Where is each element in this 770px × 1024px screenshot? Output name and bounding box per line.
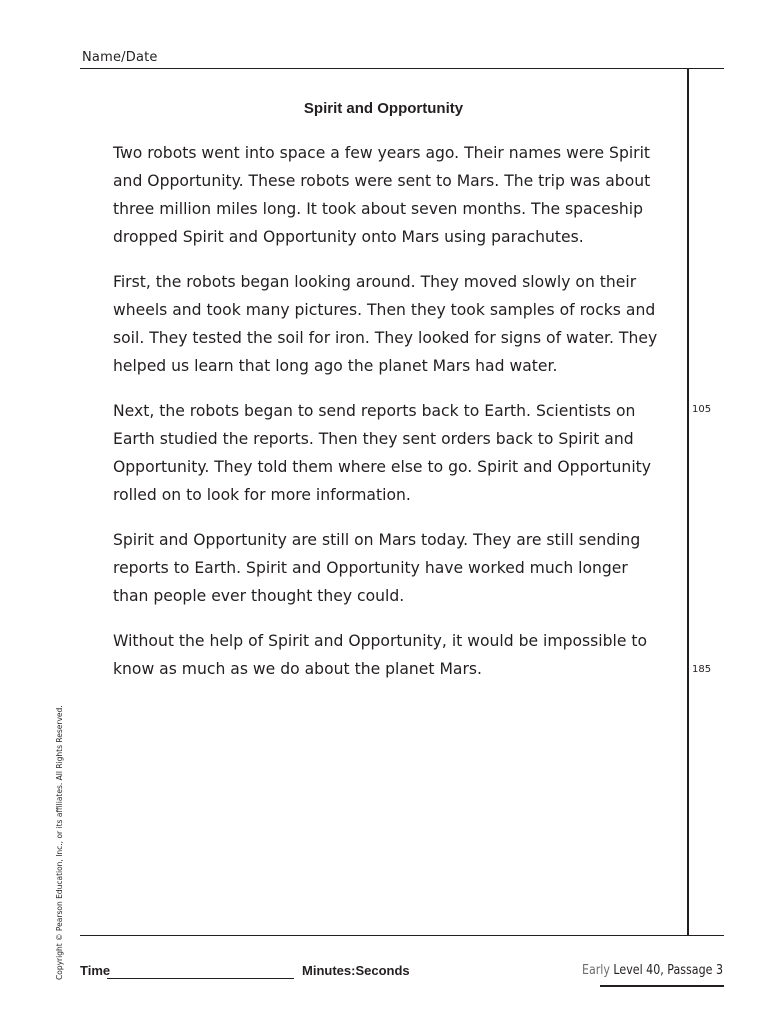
level-underline <box>600 985 724 987</box>
level-text: Level 40, Passage 3 <box>613 962 723 978</box>
time-blank-line <box>107 978 294 979</box>
paragraph-5: Without the help of Spirit and Opportunity, it would be impossible to know as much as we do about the planet Mars. <box>113 632 648 678</box>
word-count-105: 105 <box>692 404 712 415</box>
paragraph-3: Next, the robots began to send reports back to Earth. Scientists on Earth studied the reports. Then they sent orders back to Spirit and Opportunity. They told them where else to go. Spirit and Opportunity rolled on to look for more information. <box>113 402 651 504</box>
passage-title: Spirit and Opportunity <box>303 100 464 117</box>
paragraph-1: Two robots went into space a few years ago. Their names were Spirit and Opportunity. These robots were sent to Mars. The trip was about three million miles long. It took about seven months. The spaceship dropped Spirit and Opportunity onto Mars using parachutes. <box>113 144 651 246</box>
level-prefix: Early <box>581 962 610 978</box>
margin-rule <box>687 68 689 936</box>
word-count-185: 185 <box>692 664 712 675</box>
copyright-notice: Copyright © Pearson Education, Inc., or its affiliates. All Rights Reserved. <box>55 705 64 980</box>
name-date-label: Name/Date <box>82 50 158 65</box>
top-rule <box>80 68 724 69</box>
paragraph-4: Spirit and Opportunity are still on Mars today. They are still sending reports to Earth. Spirit and Opportunity have worked much longer than people ever thought they could. <box>113 531 641 605</box>
paragraph-2: First, the robots began looking around. They moved slowly on their wheels and took many pictures. Then they took samples of rocks and soil. They tested the soil for iron. They looked for signs of water. They helped us learn that long ago the planet Mars had water. <box>113 273 658 375</box>
passage-body <box>113 139 683 700</box>
minutes-seconds-label: Minutes:Seconds <box>302 963 410 978</box>
bottom-rule <box>80 935 724 936</box>
time-label: Time <box>80 963 111 978</box>
level-passage-label <box>582 962 723 978</box>
